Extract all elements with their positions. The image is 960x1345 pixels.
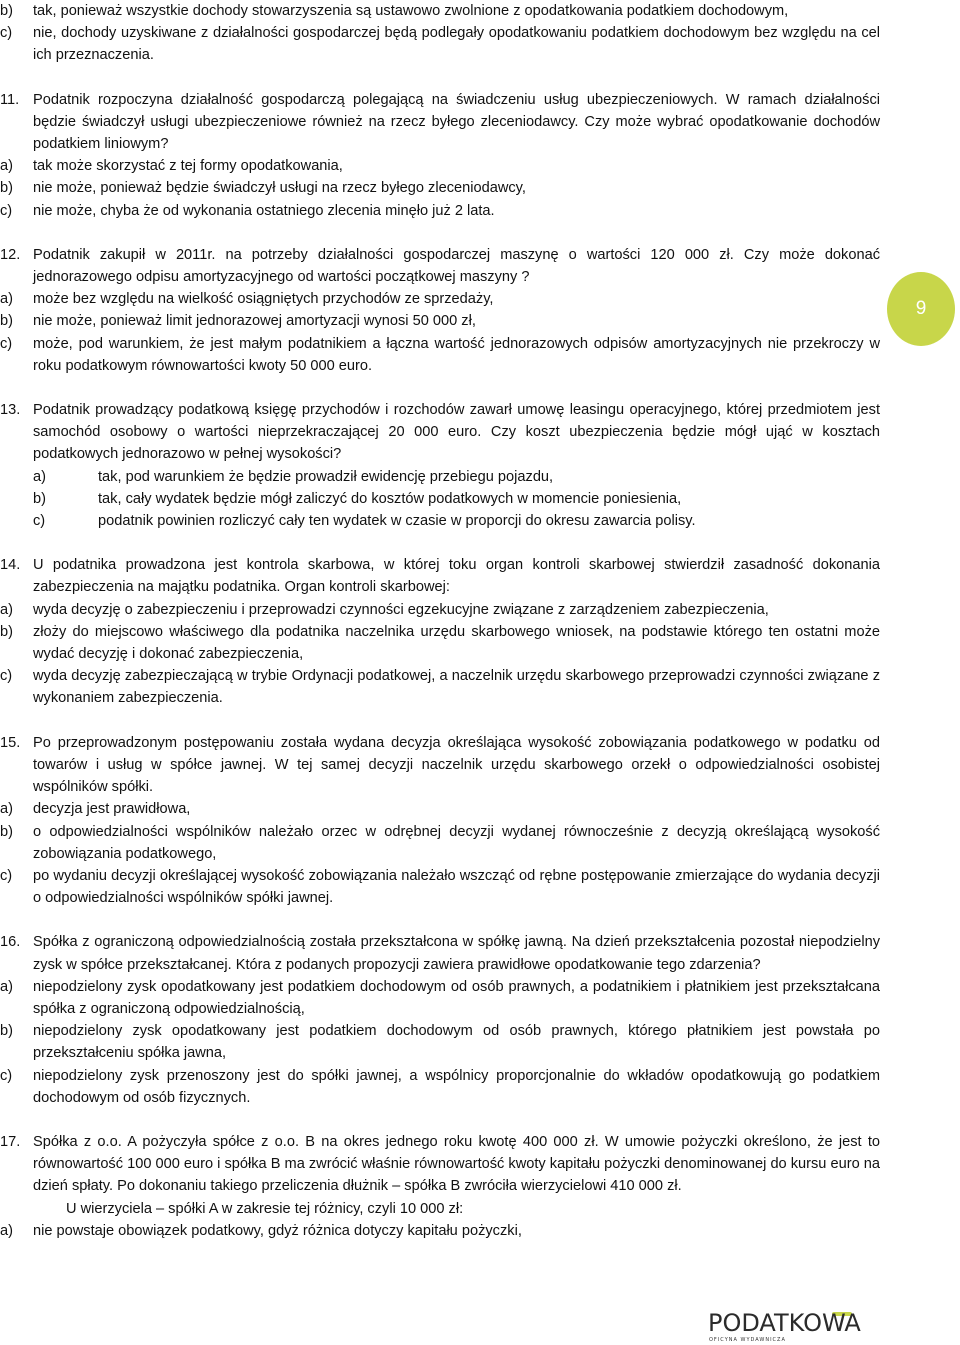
option-item — [0, 155, 880, 177]
option-item — [0, 599, 880, 621]
question-text: Spółka z ograniczoną odpowiedzialnością została przekształcona w spółkę jawną. Na dzień przekształcenia pozostał niepodzielny zysk w spółce przekształcanej. Która z podanych propozycji zawiera prawidłowe opodatkowanie tego zdarzenia? — [33, 934, 880, 973]
question-text: U podatnika prowadzona jest kontrola skarbowa, w której toku organ kontroli skarbowej stwierdził zasadność dokonania zabezpieczenia na majątku podatnika. Organ kontroli skarbowej: — [33, 557, 880, 596]
option-text: może, pod warunkiem, że jest małym podatnikiem a łączna wartość jednorazowych odpisów amortyzacyjnych nie przekroczy w roku podatkowym równowartości kwoty 50 000 euro. — [33, 335, 880, 374]
spacer — [0, 710, 880, 732]
option-label: b) — [0, 823, 13, 840]
option-item — [0, 177, 880, 199]
option-item — [0, 466, 880, 488]
question-number: 14. — [0, 557, 21, 574]
option-label: a) — [0, 291, 13, 308]
option-text: po wydaniu decyzji określającej wysokość zobowiązania należało wszcząć od rębne postępowanie zmierzające do wydania decyzji o odpowiedzialności wspólników spółki jawnej. — [33, 867, 880, 907]
option-text: decyzja jest prawidłowa, — [33, 801, 191, 818]
option-item — [0, 1220, 880, 1242]
question-text: Podatnik rozpoczyna działalność gospodarczą polegającą na świadczeniu usług ubezpieczeniowych. W ramach działalności będzie świadczył usługi ubezpieczeniowe również na rzecz byłego zleceniodawcy. Czy może wybrać opodatkowanie dochodów podatkiem liniowym? — [33, 91, 880, 153]
option-label: c) — [0, 25, 13, 42]
option-label: c) — [33, 513, 46, 530]
option-item — [0, 200, 880, 222]
option-label: c) — [0, 335, 13, 352]
option-item — [0, 0, 880, 22]
option-text: złoży do miejscowo właściwego dla podatnika naczelnika urzędu skarbowego wniosek, na podstawie którego ten ostatni może wydać decyzję i dokonać zabezpieczenia, — [33, 623, 880, 663]
option-text: wyda decyzję zabezpieczającą w trybie Ordynacji podatkowej, a naczelnik urzędu skarbowego przeprowadzi czynności związane z wykonaniem zabezpieczenia. — [33, 668, 880, 707]
option-item — [0, 510, 880, 532]
question-text: Po przeprowadzonym postępowaniu została wydana decyzja określająca wysokość zobowiązania podatkowego w podatku od towarów i usług w spółce jawnej. W tej samej decyzji naczelnik urzędu skarbowego orzekł o odpowiedzialności osobistej wspólników spółki. — [33, 734, 880, 796]
option-item — [0, 333, 880, 377]
option-label: a) — [33, 468, 46, 485]
question-subtext — [0, 1198, 880, 1220]
question-text: Podatnik zakupił w 2011r. na potrzeby działalności gospodarczej maszynę o wartości 120 000 zł. Czy może dokonać jednorazowego odpisu amortyzacyjnego od wartości początkowej maszyny ? — [33, 246, 880, 286]
option-item — [0, 22, 880, 66]
option-text: niepodzielony zysk przenoszony jest do spółki jawnej, a wspólnicy proporcjonalnie do wkładów opodatkowują go podatkiem dochodowym od osób fizycznych. — [33, 1067, 880, 1106]
option-text: podatnik powinien rozliczyć cały ten wydatek w czasie w proporcji do okresu zawarcia polisy. — [98, 513, 696, 530]
spacer — [0, 222, 880, 244]
option-text: nie może, ponieważ będzie świadczył usługi na rzecz byłego zleceniodawcy, — [33, 180, 526, 197]
question-13 — [0, 399, 880, 466]
option-item — [0, 798, 880, 820]
question-text: Spółka z o.o. A pożyczyła spółce z o.o. B na okres jednego roku kwotę 400 000 zł. W umowie pożyczki określono, że jest to równowartość 100 000 euro i spółka B ma zwrócić właśnie równowartość kwoty kapitału pożyczki denominowanej do kursu euro na dzień spłaty. Po dokonaniu takiego przeliczenia dłużnik – spółka B zwróciła wierzycielowi 410 000 zł. — [33, 1133, 880, 1195]
option-item — [0, 821, 880, 865]
spacer — [0, 67, 880, 89]
spacer — [0, 1109, 880, 1131]
question-number: 11. — [0, 91, 20, 108]
option-label: a) — [0, 801, 13, 818]
option-item — [0, 976, 880, 1020]
option-text: tak, cały wydatek będzie mógł zaliczyć do kosztów podatkowych w momencie poniesienia, — [98, 490, 682, 507]
option-text: nie może, ponieważ limit jednorazowej amortyzacji wynosi 50 000 zł, — [33, 313, 476, 330]
option-text: niepodzielony zysk opodatkowany jest podatkiem dochodowym od osób prawnych, a podatnikiem i płatnikiem jest przekształcana spółka z ograniczoną odpowiedzialnością, — [33, 978, 880, 1017]
option-text: nie może, chyba że od wykonania ostatniego zlecenia minęło już 2 lata. — [33, 202, 495, 219]
option-label: c) — [0, 668, 13, 685]
option-text: tak, pod warunkiem że będzie prowadził ewidencję przebiegu pojazdu, — [98, 468, 554, 485]
spacer — [0, 377, 880, 399]
logo-tagline: OFICYNA WYDAWNICZA — [709, 1337, 786, 1343]
question-17 — [0, 1131, 880, 1198]
question-11 — [0, 89, 880, 156]
question-12 — [0, 244, 880, 288]
question-14 — [0, 554, 880, 598]
spacer — [0, 532, 880, 554]
option-text: nie powstaje obowiązek podatkowy, gdyż różnica dotyczy kapitału pożyczki, — [33, 1222, 522, 1239]
option-text: tak może skorzystać z tej formy opodatkowania, — [33, 158, 343, 175]
option-text: wyda decyzję o zabezpieczeniu i przeprowadzi czynności egzekucyjne związane z zarządzeniem zabezpieczenia, — [33, 601, 769, 618]
page-number: 9 — [915, 298, 927, 319]
option-label: a) — [0, 1222, 13, 1239]
question-number: 15. — [0, 734, 21, 751]
option-text: nie, dochody uzyskiwane z działalności gospodarczej będą podlegały opodatkowaniu podatkiem dochodowym bez względu na cel ich przeznaczenia. — [33, 25, 880, 64]
option-label: c) — [0, 1067, 13, 1084]
option-item — [0, 665, 880, 709]
option-label: b) — [0, 1023, 13, 1040]
option-label: a) — [0, 601, 13, 618]
option-label: b) — [0, 313, 13, 330]
option-item — [0, 865, 880, 909]
question-number: 16. — [0, 934, 21, 951]
option-label: b) — [0, 3, 13, 19]
option-text: niepodzielony zysk opodatkowany jest podatkiem dochodowym od osób prawnych, którego płatnikiem jest powstała po przekształceniu spółka jawna, — [33, 1023, 880, 1062]
publisher-logo — [708, 1310, 860, 1343]
question-text: Podatnik prowadzący podatkową księgę przychodów i rozchodów zawarł umowę leasingu operacyjnego, której przedmiotem jest samochód osobowy o wartości nieprzekraczającej 20 000 euro. Czy koszt ubezpieczenia będzie mógł ująć w kosztach podatkowych jednorazowo w pełnej wysokości? — [33, 402, 880, 463]
option-item — [0, 621, 880, 665]
option-item — [0, 310, 880, 332]
option-label: c) — [0, 202, 13, 219]
option-label: a) — [0, 978, 13, 995]
option-label: b) — [0, 180, 13, 197]
option-text: może bez względu na wielkość osiągniętych przychodów ze sprzedaży, — [33, 291, 494, 308]
option-label: b) — [0, 623, 13, 640]
question-number: 12. — [0, 246, 21, 263]
question-16 — [0, 931, 880, 975]
option-item — [0, 288, 880, 310]
option-item — [0, 488, 880, 510]
page-number-badge — [887, 272, 955, 346]
question-number: 17. — [0, 1133, 21, 1150]
logo-wordmark: PODATKOWA — [708, 1309, 861, 1337]
spacer — [0, 909, 880, 931]
option-item — [0, 1020, 880, 1064]
question-number: 13. — [0, 402, 21, 419]
question-15 — [0, 732, 880, 799]
subtext: U wierzyciela – spółki A w zakresie tej różnicy, czyli 10 000 zł: — [66, 1200, 464, 1217]
option-item — [0, 1065, 880, 1109]
option-text: o odpowiedzialności wspólników należało orzec w odrębnej decyzji wydanej równocześnie z decyzją określającą wysokość zobowiązania podatkowego, — [33, 823, 880, 862]
option-label: b) — [33, 490, 46, 507]
option-label: a) — [0, 158, 13, 175]
option-label: c) — [0, 867, 13, 884]
option-text: tak, ponieważ wszystkie dochody stowarzyszenia są ustawowo zwolnione z opodatkowania podatkiem dochodowym, — [33, 3, 789, 19]
